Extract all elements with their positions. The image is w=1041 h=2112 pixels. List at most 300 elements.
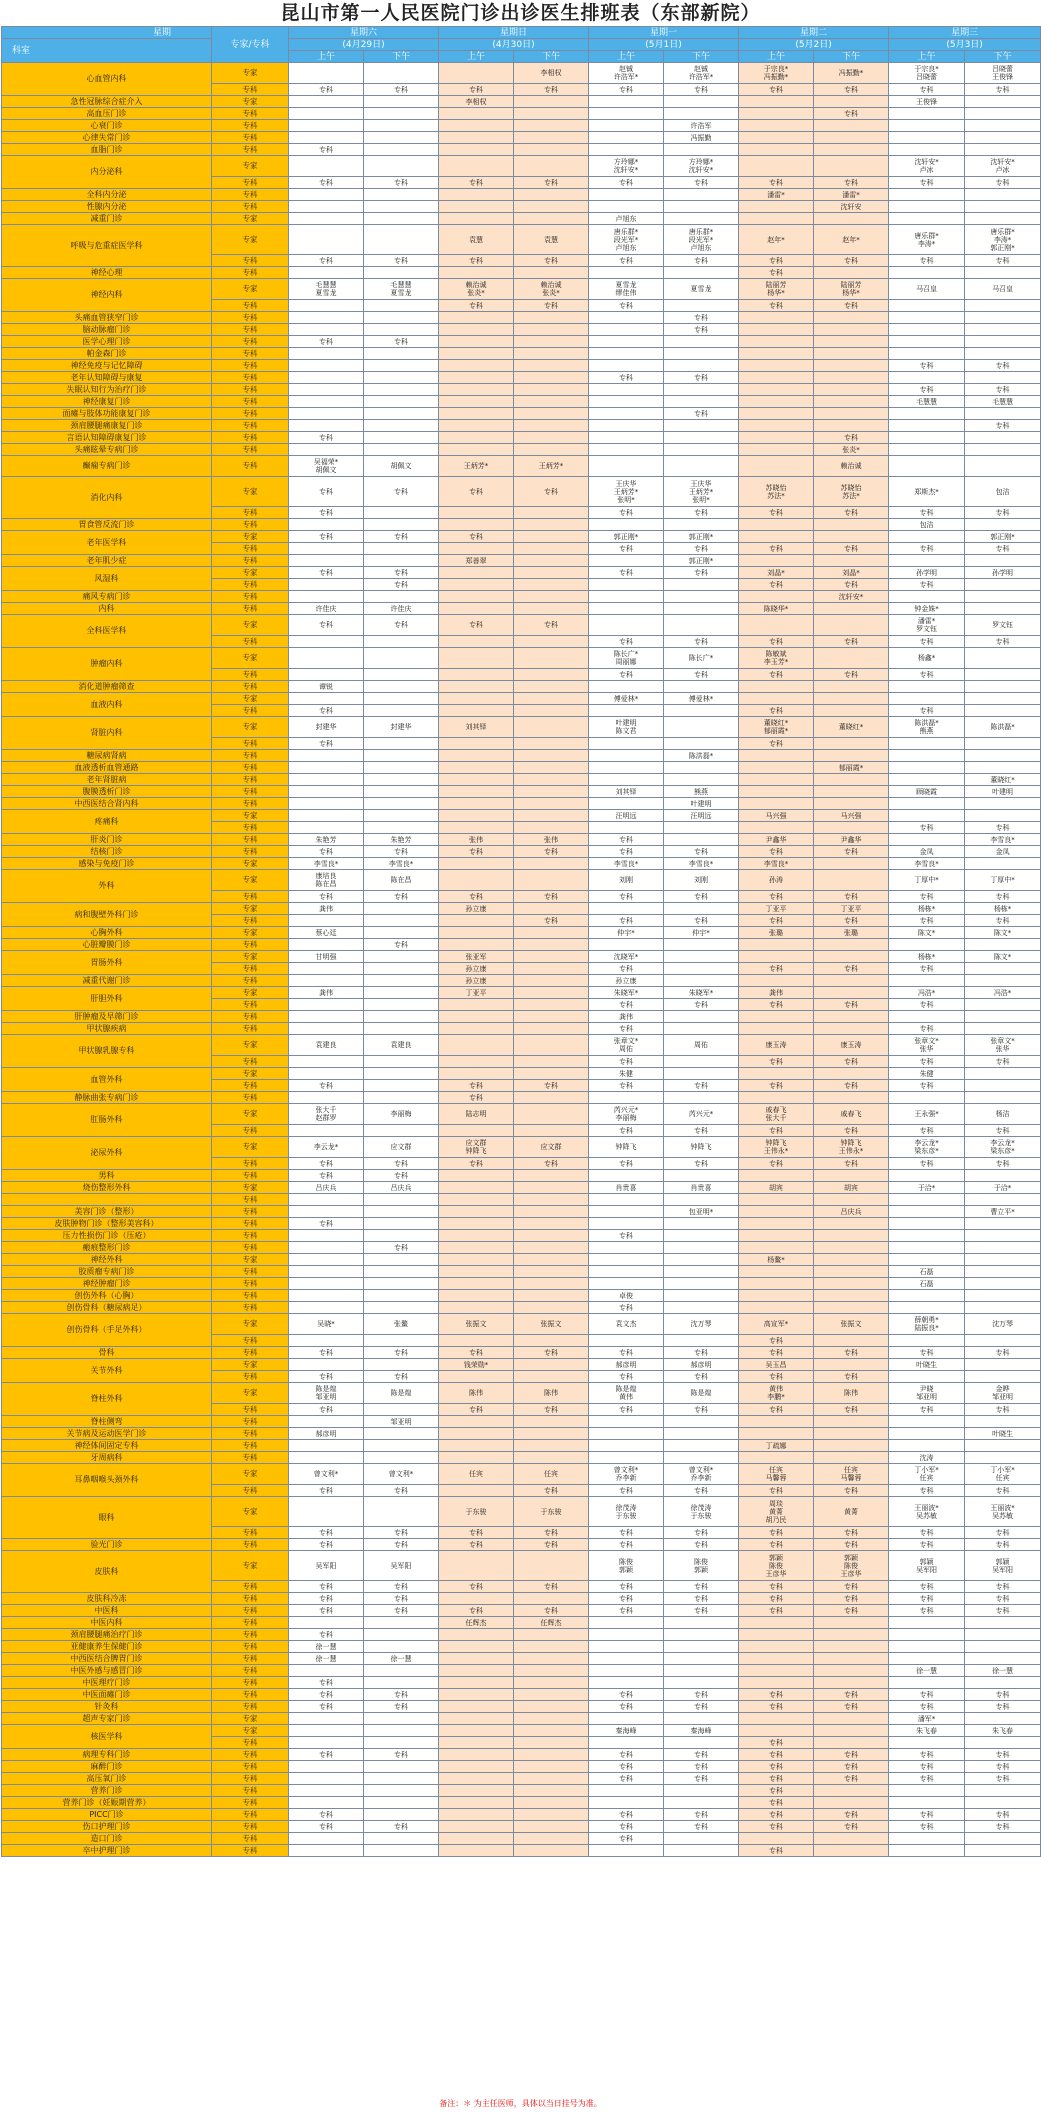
schedule-cell: 专科 [439,1404,514,1416]
schedule-cell: 张伟 [439,834,514,846]
schedule-cell: 专科 [589,1749,664,1761]
table-row [2,279,1041,300]
schedule-cell: 专科 [965,420,1041,432]
schedule-cell [664,420,739,432]
schedule-cell: 专科 [439,177,514,189]
row-kind: 专科 [212,384,289,396]
schedule-cell [814,1254,889,1266]
schedule-cell [364,132,439,144]
schedule-cell [889,300,965,312]
schedule-cell: 专科 [814,108,889,120]
header-date-1: (4月30日) [439,39,589,51]
schedule-cell [814,987,889,999]
schedule-cell [965,144,1041,156]
schedule-cell: 专科 [364,939,439,951]
schedule-cell [664,1068,739,1080]
dept-name: 言语认知障碍康复门诊 [2,432,212,444]
schedule-cell [514,444,589,456]
schedule-cell: 郁丽霞* [814,762,889,774]
schedule-cell [439,201,514,213]
dept-name: 血脂门诊 [2,144,212,156]
schedule-cell: 王丽波* 吴苏敏 [965,1497,1041,1527]
schedule-cell: 张振文 [814,1314,889,1335]
schedule-cell [739,1068,814,1080]
table-row [2,1785,1041,1797]
schedule-cell: 包亚明* [664,1206,739,1218]
schedule-cell [664,1302,739,1314]
schedule-cell: 专科 [814,1539,889,1551]
row-kind: 专科 [212,603,289,615]
schedule-cell [439,870,514,891]
dept-name: 神经心理 [2,267,212,279]
row-kind: 专科 [212,636,289,648]
table-row [2,681,1041,693]
schedule-cell: 专科 [889,1773,965,1785]
table-row [2,336,1041,348]
row-kind: 专家 [212,717,289,738]
row-kind: 专科 [212,507,289,519]
schedule-cell: 专科 [289,84,364,96]
schedule-cell [589,939,664,951]
schedule-cell [364,1761,439,1773]
schedule-cell [589,1254,664,1266]
schedule-cell: 丁亚平 [439,987,514,999]
schedule-cell: 应文群 [514,1137,589,1158]
schedule-cell [965,681,1041,693]
schedule-cell: 专科 [589,1593,664,1605]
schedule-cell [589,1218,664,1230]
schedule-cell [439,648,514,669]
schedule-cell [439,432,514,444]
schedule-cell: 潘雷* [739,189,814,201]
schedule-cell: 冯振勤 [664,132,739,144]
schedule-cell: 张伟 [514,834,589,846]
schedule-cell: 专科 [589,255,664,267]
schedule-body [2,63,1041,1857]
schedule-cell: 龚伟 [289,987,364,999]
dept-name: 全科医学科 [2,615,212,648]
schedule-cell: 专科 [514,84,589,96]
dept-name: 造口门诊 [2,1833,212,1845]
schedule-cell [289,1761,364,1773]
schedule-cell: 专科 [814,1593,889,1605]
schedule-cell [364,798,439,810]
schedule-cell [814,1785,889,1797]
schedule-cell [814,555,889,567]
schedule-cell [889,1290,965,1302]
schedule-cell: 专科 [439,1581,514,1593]
schedule-cell [289,156,364,177]
schedule-cell [664,1737,739,1749]
schedule-cell: 专科 [965,1821,1041,1833]
schedule-cell: 孙学明 [889,567,965,579]
schedule-cell [965,705,1041,717]
dept-name: 心血管内科 [2,63,212,96]
schedule-cell [965,963,1041,975]
dept-name: 胃食管反流门诊 [2,519,212,531]
dept-name: 营养门诊（妊娠期营养） [2,1797,212,1809]
schedule-cell: 专科 [289,705,364,717]
schedule-cell: 陈文* [965,951,1041,963]
schedule-cell: 许佳庆 [289,603,364,615]
schedule-cell [589,444,664,456]
schedule-cell: 专科 [889,1749,965,1761]
schedule-cell: 陈长广* [664,648,739,669]
dept-name: 针灸科 [2,1701,212,1713]
schedule-cell: 专科 [814,891,889,903]
table-row [2,975,1041,987]
schedule-cell [364,444,439,456]
schedule-cell [965,519,1041,531]
schedule-cell [514,144,589,156]
schedule-cell [739,774,814,786]
schedule-cell [289,1725,364,1737]
table-row [2,1254,1041,1266]
row-kind: 专科 [212,999,289,1011]
schedule-cell [514,555,589,567]
schedule-cell: 专科 [289,477,364,507]
row-kind: 专科 [212,1290,289,1302]
schedule-cell: 专科 [589,1347,664,1359]
dept-name: 脊柱外科 [2,1383,212,1416]
schedule-cell: 专科 [965,1347,1041,1359]
schedule-cell: 方玲娜* 沈轩安* [589,156,664,177]
schedule-cell: 陈长广* 周丽娜 [589,648,664,669]
schedule-cell [664,1785,739,1797]
row-kind: 专家 [212,1725,289,1737]
schedule-cell: 专科 [739,1785,814,1797]
schedule-cell [514,774,589,786]
table-row [2,903,1041,915]
schedule-cell [364,822,439,834]
schedule-cell: 专科 [889,543,965,555]
schedule-cell [364,1194,439,1206]
table-row [2,615,1041,636]
dept-name: PICC门诊 [2,1809,212,1821]
schedule-cell: 芮兴元* 李丽梅 [589,1104,664,1125]
schedule-cell: 专科 [589,543,664,555]
schedule-cell [439,444,514,456]
schedule-cell: 戚春飞 张大千 [739,1104,814,1125]
dept-name: 血管外科 [2,1068,212,1092]
schedule-cell: 专科 [589,915,664,927]
schedule-cell: 赖治诚 张炎* [439,279,514,300]
schedule-cell [889,1428,965,1440]
schedule-cell [814,1302,889,1314]
schedule-cell: 专科 [589,999,664,1011]
dept-name: 失眠认知行为治疗门诊 [2,384,212,396]
schedule-cell: 专科 [289,615,364,636]
schedule-cell: 专科 [814,507,889,519]
schedule-cell [439,1302,514,1314]
schedule-cell [289,225,364,255]
schedule-cell [589,396,664,408]
schedule-cell: 专科 [739,1539,814,1551]
schedule-cell [739,213,814,225]
schedule-cell [589,903,664,915]
schedule-cell [965,669,1041,681]
schedule-cell [439,774,514,786]
schedule-cell: 专科 [664,1371,739,1383]
schedule-cell: 马兴强 [814,810,889,822]
dept-name: 皮肤科 [2,1551,212,1593]
schedule-cell [965,939,1041,951]
schedule-cell [889,1629,965,1641]
schedule-cell: 专科 [439,255,514,267]
table-row [2,189,1041,201]
schedule-cell: 专科 [739,1749,814,1761]
schedule-cell [814,1092,889,1104]
schedule-cell [364,669,439,681]
schedule-cell [439,798,514,810]
schedule-cell [814,798,889,810]
schedule-cell [889,750,965,762]
schedule-cell: 专科 [364,1527,439,1539]
schedule-cell: 刘其铎 [439,717,514,738]
header-date-2: (5月1日) [589,39,739,51]
schedule-cell [364,1641,439,1653]
schedule-cell [364,96,439,108]
schedule-cell [439,1170,514,1182]
schedule-cell: 专科 [814,1701,889,1713]
schedule-cell: 郑善翠 [439,555,514,567]
schedule-cell [289,786,364,798]
schedule-cell [965,1452,1041,1464]
schedule-cell: 专科 [814,1125,889,1137]
header-day-1: 星期日 [439,27,589,39]
schedule-cell [364,507,439,519]
schedule-cell: 专科 [364,1539,439,1551]
schedule-cell [739,1023,814,1035]
schedule-cell [889,555,965,567]
dept-name: 脑动脉瘤门诊 [2,324,212,336]
schedule-cell [514,519,589,531]
schedule-cell [664,1833,739,1845]
schedule-cell: 专科 [965,1593,1041,1605]
table-row [2,870,1041,891]
schedule-cell: 专科 [289,567,364,579]
schedule-cell: 专科 [439,84,514,96]
dept-name: 麻醉门诊 [2,1761,212,1773]
schedule-cell [664,591,739,603]
table-row [2,810,1041,822]
schedule-cell: 专科 [589,1821,664,1833]
dept-name: 血液内科 [2,693,212,717]
schedule-cell [439,1593,514,1605]
schedule-cell [439,915,514,927]
table-row [2,1665,1041,1677]
dept-name: 神经肿瘤门诊 [2,1278,212,1290]
schedule-cell: 专科 [589,1581,664,1593]
schedule-cell: 钟降飞 [589,1137,664,1158]
schedule-cell [289,408,364,420]
schedule-cell: 张章文* 周佑 [589,1035,664,1056]
row-kind: 专家 [212,156,289,177]
schedule-cell [739,108,814,120]
schedule-cell: 张鳌 [364,1314,439,1335]
schedule-cell [289,1416,364,1428]
table-row [2,456,1041,477]
table-row [2,519,1041,531]
schedule-cell [814,1023,889,1035]
schedule-cell [589,1845,664,1857]
schedule-cell [889,1092,965,1104]
schedule-cell: 专科 [289,891,364,903]
schedule-cell: 专科 [814,999,889,1011]
schedule-cell: 徐一慧 [965,1665,1041,1677]
schedule-cell [439,132,514,144]
row-kind: 专家 [212,927,289,939]
dept-name: 脊柱侧弯 [2,1416,212,1428]
schedule-cell [814,531,889,543]
schedule-cell: 专科 [889,384,965,396]
schedule-cell [439,681,514,693]
schedule-cell [889,108,965,120]
schedule-cell [364,987,439,999]
schedule-cell [965,1797,1041,1809]
schedule-cell [289,444,364,456]
schedule-cell: 专科 [739,255,814,267]
schedule-cell [439,1218,514,1230]
schedule-cell [439,156,514,177]
schedule-cell: 专科 [965,1527,1041,1539]
schedule-cell: 赵年* [814,225,889,255]
dept-name: 疼痛科 [2,810,212,834]
schedule-cell [289,201,364,213]
dept-name: 心律失常门诊 [2,132,212,144]
schedule-cell: 专科 [364,1701,439,1713]
table-row [2,1416,1041,1428]
schedule-cell [664,1452,739,1464]
schedule-cell [889,336,965,348]
schedule-cell: 专科 [965,1056,1041,1068]
schedule-cell [514,1104,589,1125]
schedule-cell [814,132,889,144]
schedule-cell [739,615,814,636]
schedule-cell: 专科 [514,1080,589,1092]
schedule-cell: 专科 [965,1125,1041,1137]
dept-name: 甲状腺疾病 [2,1023,212,1035]
schedule-cell [889,1653,965,1665]
schedule-cell [589,432,664,444]
schedule-cell [439,1206,514,1218]
schedule-cell [439,1035,514,1056]
schedule-cell [514,939,589,951]
table-row [2,132,1041,144]
schedule-cell: 专科 [739,1527,814,1539]
schedule-cell: 黄伟 李鹏* [739,1383,814,1404]
row-kind: 专科 [212,84,289,96]
schedule-cell [514,1023,589,1035]
schedule-cell [965,603,1041,615]
schedule-cell: 专科 [965,384,1041,396]
schedule-cell [739,1170,814,1182]
schedule-cell: 专科 [664,846,739,858]
schedule-cell: 龚伟 [589,1011,664,1023]
row-kind: 专家 [212,693,289,705]
schedule-cell [965,1011,1041,1023]
table-row [2,1701,1041,1713]
schedule-cell: 吕庆兵 [289,1182,364,1194]
schedule-cell [514,96,589,108]
row-kind: 专科 [212,1158,289,1170]
schedule-cell: 专科 [739,84,814,96]
schedule-cell: 专科 [664,1347,739,1359]
schedule-cell: 专科 [814,1773,889,1785]
schedule-cell [965,132,1041,144]
schedule-cell: 专科 [739,1371,814,1383]
schedule-cell: 李相权 [439,96,514,108]
schedule-cell: 唐乐群* 段光军* 卢旭东 [589,225,664,255]
schedule-cell [664,432,739,444]
schedule-cell: 沈万琴 [965,1314,1041,1335]
schedule-cell [439,1254,514,1266]
schedule-cell: 专科 [589,300,664,312]
schedule-cell [965,1335,1041,1347]
schedule-cell [739,1206,814,1218]
schedule-cell [364,213,439,225]
schedule-cell [289,1230,364,1242]
schedule-cell: 丁小军* 任宾 [889,1464,965,1485]
schedule-cell [364,915,439,927]
schedule-cell: 专科 [814,669,889,681]
schedule-cell [439,543,514,555]
schedule-cell [814,1737,889,1749]
dept-name: 眼科 [2,1497,212,1539]
schedule-cell [514,1278,589,1290]
schedule-cell: 专科 [364,177,439,189]
schedule-cell [289,1266,364,1278]
schedule-cell: 专科 [965,1809,1041,1821]
schedule-cell [289,1056,364,1068]
dept-name: 心胸外科 [2,927,212,939]
schedule-cell: 徐一慧 [289,1641,364,1653]
row-kind: 专科 [212,132,289,144]
schedule-cell [739,1011,814,1023]
schedule-cell: 肖贵喜 [589,1182,664,1194]
schedule-cell: 康玉涛 [739,1035,814,1056]
schedule-cell [965,1218,1041,1230]
table-row [2,987,1041,999]
schedule-cell [289,1497,364,1527]
schedule-cell [364,1809,439,1821]
table-row [2,1440,1041,1452]
dept-name: 泌尿外科 [2,1137,212,1170]
schedule-cell: 尹鑫华 [739,834,814,846]
schedule-cell [965,1194,1041,1206]
schedule-cell [289,1011,364,1023]
schedule-cell: 石磊 [889,1266,965,1278]
row-kind: 专科 [212,1302,289,1314]
table-row [2,1464,1041,1485]
schedule-cell: 李相权 [514,63,589,84]
schedule-cell: 刘其铎 [589,786,664,798]
schedule-cell [739,1665,814,1677]
schedule-cell [514,1428,589,1440]
schedule-cell: 邹亚明 [364,1416,439,1428]
schedule-cell [814,1068,889,1080]
schedule-cell [589,774,664,786]
schedule-cell [439,1761,514,1773]
schedule-cell [739,951,814,963]
schedule-cell: 专科 [965,255,1041,267]
dept-name: 创伤骨科（手足外科） [2,1314,212,1347]
schedule-cell: 专科 [965,915,1041,927]
schedule-cell [439,750,514,762]
schedule-cell [364,1677,439,1689]
schedule-cell [514,507,589,519]
schedule-cell: 专科 [439,300,514,312]
